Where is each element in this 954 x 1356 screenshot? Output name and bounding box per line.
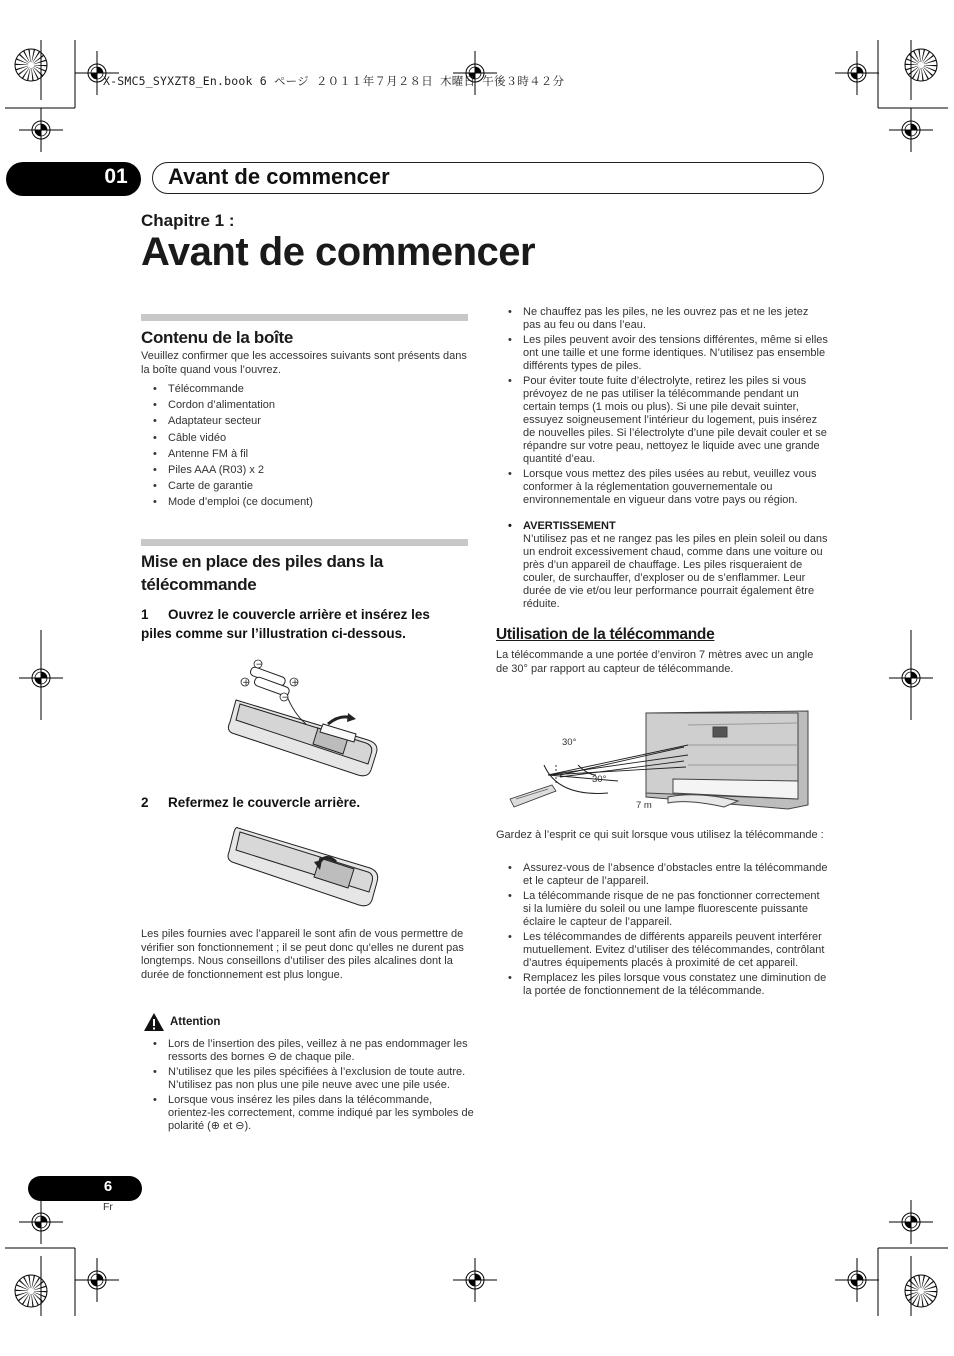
list-item: • Piles AAA (R03) x 2 [141,464,471,477]
remote-range-diagram [498,705,818,820]
section-bar [141,314,468,321]
list-item: • Lorsque vous insérez les piles dans la télécommande, orientez-les correctement, comme indiqué par les symboles de polarité (⊕ et ⊖). [141,1094,476,1133]
warning-text: N’utilisez pas et ne rangez pas les piles en plein soleil ou dans un endroit excessivement chaud, comme dans une voiture ou près d’un appareil de chauffage. Les piles risqueraient de couler, de surchauffer, d’exploser ou de s’enflammer. Leur durée de vie et/ou leur performance pourrait également être réduite. [523,533,828,610]
list-item: • Assurez-vous de l’absence d’obstacles entre la télécommande et le capteur de l’appareil. [496,862,828,888]
section-heading-batteries: Mise en place des piles dans la télécommande [141,552,384,594]
battery-insertion-illustration [228,658,388,783]
svg-text:−: − [255,660,264,670]
chapter-label: Chapitre 1 : [141,211,235,230]
step-1-text: Ouvrez le couvercle arrière et insérez les piles comme sur l’illustration ci-dessous. [141,607,430,641]
list-item: • Ne chauffez pas les piles, ne les ouvrez pas et ne les jetez pas au feu ou dans l’eau. [496,306,828,332]
attention-list [141,1038,476,1135]
remote-intro: La télécommande a une portée d’environ 7 mètres avec un angle de 30° par rapport au capteur de télécommande. [496,649,814,675]
list-item: • Les télécommandes de différents appareils peuvent interférer mutuellement. Evitez d’utiliser des télécommandes, contrôlant d’autres équipements placés à proximité de cet appareil. [496,931,828,970]
list-item: • Mode d’emploi (ce document) [141,496,471,509]
chapter-tab-title: Avant de commencer [168,164,390,189]
list-item: • N’utilisez que les piles spécifiées à l’exclusion de toute autre. N’utilisez pas non plus une pile neuve avec une pile usée. [141,1066,476,1092]
keep-in-mind-text: Gardez à l’esprit ce qui suit lorsque vous utilisez la télécommande : [496,829,824,841]
step-2-number: 2 [141,795,149,810]
remote-tips-list [496,862,828,1000]
chapter-number: 01 [104,165,128,188]
list-item: • Remplacez les piles lorsque vous constatez une diminution de la portée de fonctionnement de la télécommande. [496,972,828,998]
list-item: • Cordon d’alimentation [141,399,471,412]
list-item: • Lorsque vous mettez des piles usées au rebut, veuillez vous conformer à la réglementation gouvernementale ou environnementale en vigueur dans votre pays ou région. [496,468,828,507]
page-number: 6 [103,1178,113,1195]
list-item: • La télécommande risque de ne pas fonctionner correctement si la lumière du soleil ou une lampe fluorescente puissante éclaire le capteur de l’appareil. [496,890,828,929]
print-header: X-SMC5_SYXZT8_En.book 6 ページ ２０１１年７月２８日 木曜日 午後３時４２分 [103,74,565,88]
list-item: • Télécommande [141,383,471,396]
section-heading-remote: Utilisation de la télécommande [496,626,715,643]
bullet: • [508,520,512,532]
attention-label: Attention [170,1016,221,1028]
distance-label: 7 m [636,800,652,811]
list-item: • Adaptateur secteur [141,415,471,428]
box-contents-list [141,383,471,513]
angle-label-bottom: 30° [592,774,607,785]
batteries-note: Les piles fournies avec l’appareil le sont afin de vous permettre de vérifier son fonctionnement ; il se peut donc qu’elles ne durent pas longtemps. Nous conseillons d’utiliser des piles alcalines dont la durée de fonctionnement est plus longue. [141,928,464,981]
warning-block [496,520,828,611]
list-item: • Lors de l’insertion des piles, veillez à ne pas endommager les ressorts des bornes ⊖ de chaque pile. [141,1038,476,1064]
list-item: • Antenne FM à fil [141,448,471,461]
list-item: • Pour éviter toute fuite d’électrolyte, retirez les piles si vous prévoyez de ne pas utiliser la télécommande pendant un certain temps (1 mois ou plus). Si une pile devait suinter, essuyez soigneusement l’intérieur du logement, puis insérez de nouvelles piles. Si l’électrolyte d’une pile devait couler et se répandre sur votre peau, nettoyez le liquide avec une grande quantité d’eau. [496,375,828,466]
section-heading-box-contents: Contenu de la boîte [141,328,294,347]
angle-label-top: 30° [562,737,577,748]
section-bar [141,539,468,546]
page-title: Avant de commencer [141,230,536,274]
svg-text:+: + [291,678,299,688]
warning-triangle-icon [143,1012,165,1032]
step-2-text: Refermez le couvercle arrière. [168,795,361,810]
page-language: Fr [103,1201,113,1213]
list-item: • Câble vidéo [141,432,471,445]
warning-label: AVERTISSEMENT [523,520,616,532]
list-item: • Les piles peuvent avoir des tensions différentes, même si elles ont une taille et une forme identiques. N’utilisez pas ensemble différents types de piles. [496,334,828,373]
step-1-number: 1 [141,607,149,622]
svg-text:−: − [281,693,290,703]
remote-cover-closed-illustration [228,822,388,917]
svg-text:+: + [242,678,250,688]
list-item: • Carte de garantie [141,480,471,493]
box-contents-intro: Veuillez confirmer que les accessoires suivants sont présents dans la boîte quand vous l’ouvrez. [141,350,467,376]
battery-precautions-list [496,306,828,509]
